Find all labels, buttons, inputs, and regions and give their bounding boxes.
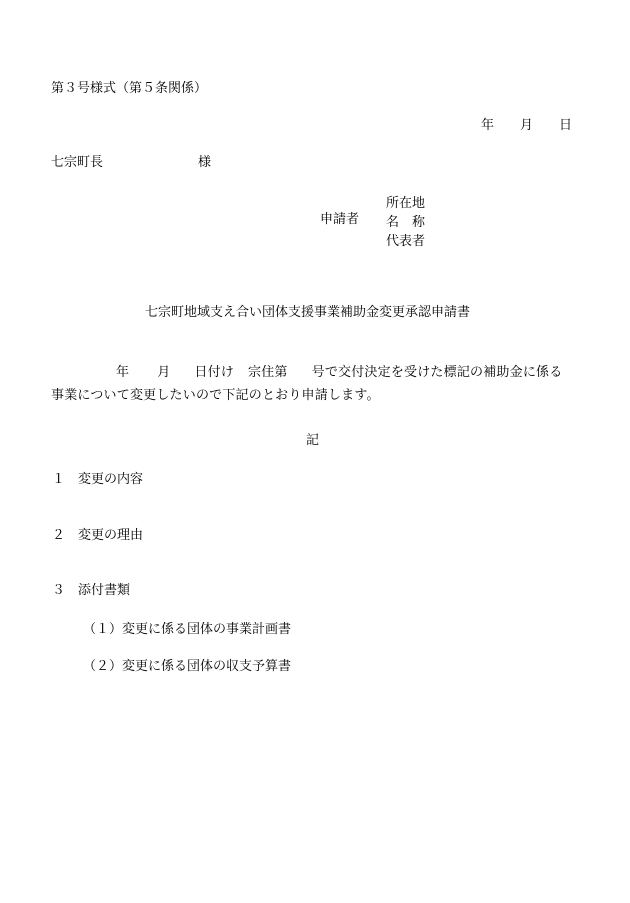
- attachment-item: （２）変更に係る団体の収支予算書: [83, 659, 292, 674]
- applicant-name-label: 名 称: [386, 215, 426, 230]
- ki-heading: 記: [306, 433, 320, 448]
- date-month: 月: [520, 118, 534, 133]
- applicant-address-label: 所在地: [386, 196, 426, 211]
- item-number: １: [52, 472, 66, 487]
- list-item: [52, 529, 143, 542]
- attachment-item: （１）変更に係る団体の事業計画書: [83, 622, 292, 637]
- item-number: ２: [52, 528, 66, 543]
- body-line2: 事業について変更したいので下記のとおり申請します。: [51, 388, 380, 403]
- applicant-fields: [386, 194, 425, 251]
- body-paragraph: [51, 361, 581, 407]
- form-number: 第３号様式（第５条関係）: [51, 81, 208, 96]
- applicant-representative-label: 代表者: [386, 234, 426, 249]
- document-title: 七宗町地域支え合い団体支援事業補助金変更承認申請書: [145, 305, 471, 320]
- item-label: 添付書類: [78, 583, 131, 598]
- item-label: 変更の内容: [78, 472, 144, 487]
- body-month: 月: [157, 365, 171, 380]
- body-year: 年: [116, 365, 130, 380]
- list-item: [52, 584, 130, 597]
- applicant-label: 申請者: [320, 212, 360, 227]
- body-office: 宗住第: [248, 365, 288, 380]
- addressee-honorific: 様: [198, 155, 212, 170]
- list-item: [52, 473, 143, 486]
- date-day: 日: [559, 118, 573, 133]
- date-year: 年: [481, 118, 495, 133]
- addressee-name: 七宗町長: [51, 155, 104, 170]
- body-rest-line1: 号で交付決定を受けた標記の補助金に係る: [311, 365, 563, 380]
- item-label: 変更の理由: [78, 528, 144, 543]
- item-number: ３: [52, 583, 66, 598]
- body-dated: 日付け: [194, 365, 235, 380]
- date-line: [481, 119, 572, 132]
